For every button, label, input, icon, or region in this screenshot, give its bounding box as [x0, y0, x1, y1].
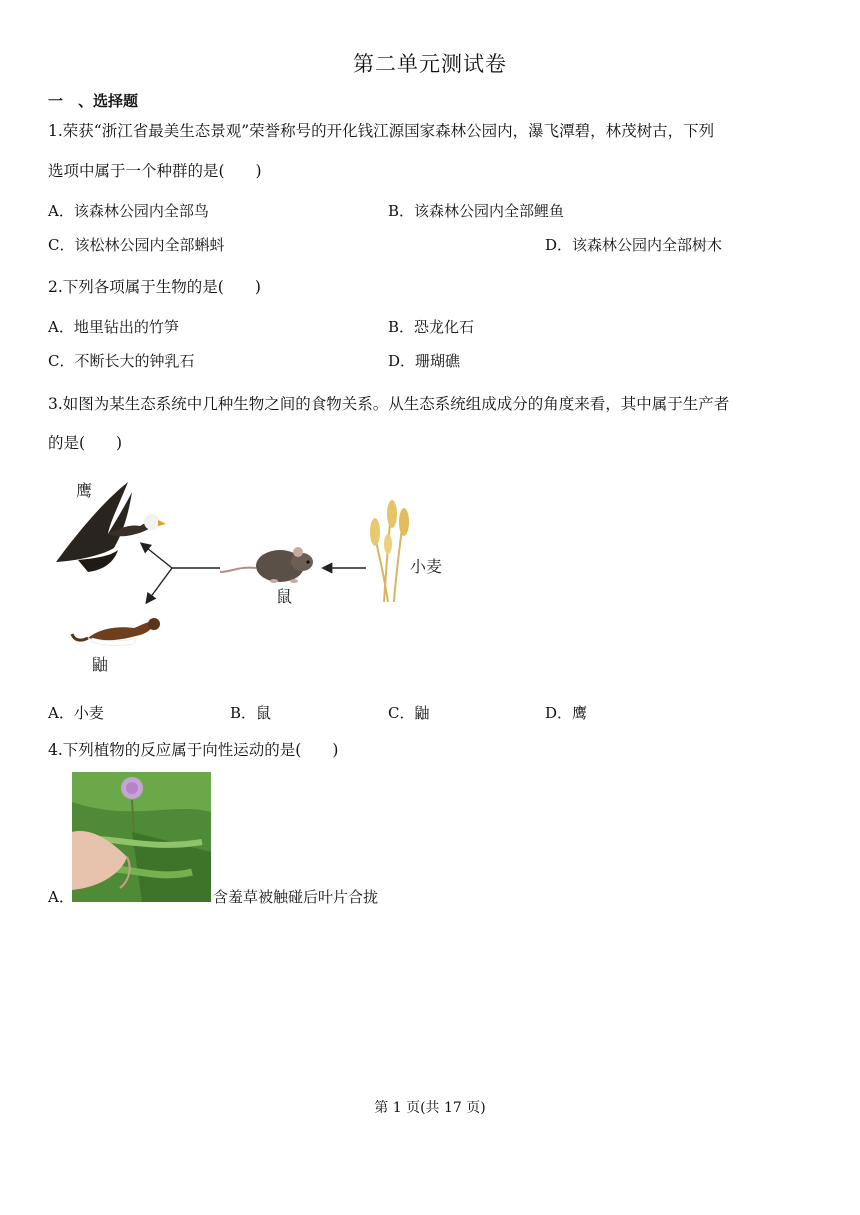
question-1-option-d: D．该森林公园内全部树木 — [545, 236, 723, 254]
mouse-illustration — [220, 547, 313, 583]
wheat-label: 小麦 — [410, 557, 443, 576]
question-1-stem-line1: 1.荣获“浙江省最美生态景观”荣誉称号的开化钱江源国家森林公园内，瀑飞潭碧，林茂树古，下列 — [48, 122, 715, 140]
question-3-option-c: C．鼬 — [388, 704, 430, 722]
arrow-to-weasel — [147, 568, 172, 602]
question-2-option-c: C．不断长大的钟乳石 — [48, 352, 195, 370]
wheat-illustration — [370, 500, 409, 602]
section-heading: 一 、选择题 — [48, 92, 139, 110]
question-3-stem-line1: 3.如图为某生态系统中几种生物之间的食物关系。从生态系统组成成分的角度来看，其中属于生产者 — [48, 395, 730, 413]
question-2-option-d: D．珊瑚礁 — [388, 352, 461, 370]
weasel-illustration — [72, 618, 160, 645]
question-1-option-c: C．该松林公园内全部蝌蚪 — [48, 236, 225, 254]
question-1-stem-line2: 选项中属于一个种群的是( ) — [48, 162, 262, 180]
page-title: 第二单元测试卷 — [353, 52, 507, 76]
question-1-option-a: A．该森林公园内全部鸟 — [48, 202, 209, 220]
question-4-stem: 4.下列植物的反应属于向性运动的是( ) — [48, 741, 339, 759]
mimosa-photo — [72, 772, 211, 902]
hawk-label: 鹰 — [76, 481, 93, 500]
mouse-label: 鼠 — [276, 587, 293, 606]
question-4-option-a: A． — [48, 888, 74, 906]
question-3-stem-line2: 的是( ) — [48, 434, 123, 452]
question-4-option-a-caption: 含羞草被触碰后叶片合拢 — [213, 888, 379, 906]
weasel-label: 鼬 — [92, 655, 109, 674]
question-3-option-a: A．小麦 — [48, 704, 104, 722]
hawk-illustration — [56, 482, 166, 572]
question-3-option-d: D．鹰 — [545, 704, 588, 722]
question-3-option-b: B．鼠 — [230, 704, 272, 722]
question-2-option-b: B．恐龙化石 — [388, 318, 475, 336]
question-2-option-a: A．地里钻出的竹笋 — [48, 318, 179, 336]
arrow-to-hawk — [142, 544, 172, 568]
question-2-stem: 2.下列各项属于生物的是( ) — [48, 278, 261, 296]
question-1-option-b: B．该森林公园内全部鲤鱼 — [388, 202, 565, 220]
food-chain-diagram — [48, 462, 468, 682]
page-footer: 第 1 页(共 17 页) — [374, 1100, 486, 1116]
